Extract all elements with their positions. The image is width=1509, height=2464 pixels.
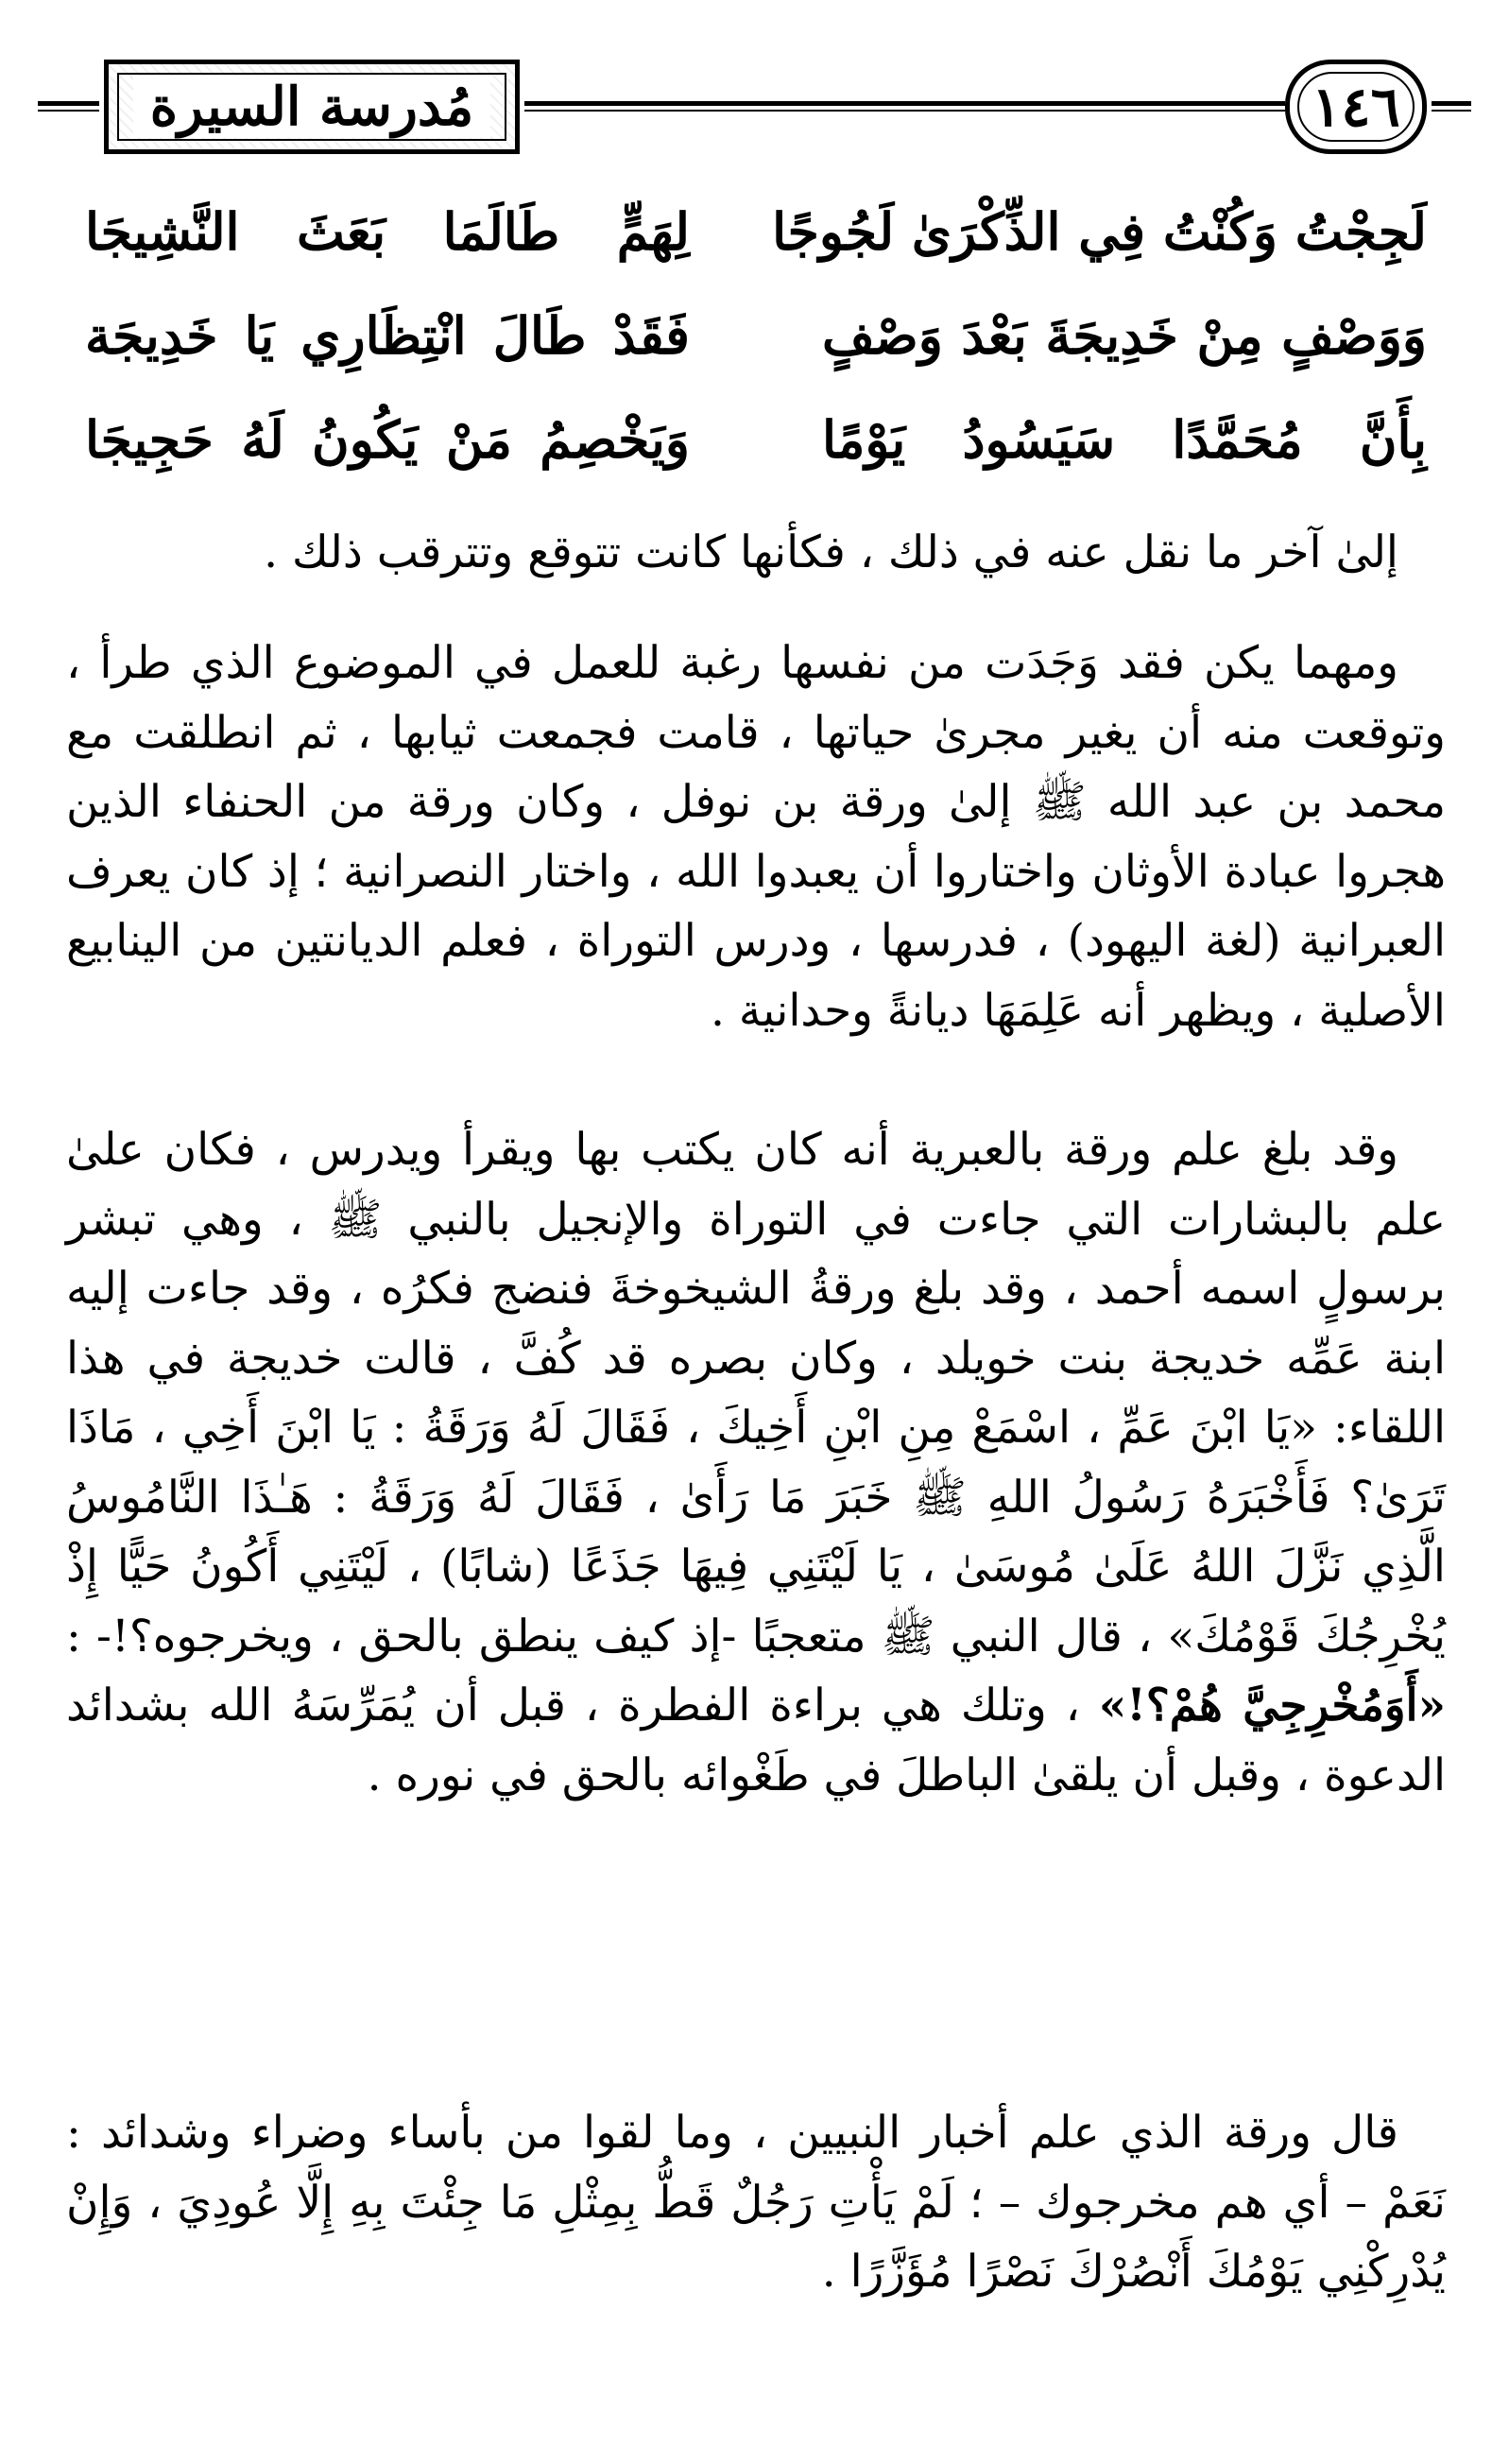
header-rule-right xyxy=(1432,101,1471,112)
paragraph-4-text: قال ورقة الذي علم أخبار النبيين ، وما لقوا من بأساء وضراء وشدائد : نَعَمْ – أي هم مخرجوك – ؛ لَمْ يَأْتِ رَجُلٌ قَطُّ بِمِثْلِ مَا جِئْتَ بِهِ إِلَّا عُودِيَ ، وَإِنْ يُدْرِكْنِي يَوْمُكَ أَنْصُرْكَ نَصْرًا مُؤَزَّرًا . xyxy=(66,2107,1446,2298)
verse-2 xyxy=(85,298,1427,373)
book-title-frame xyxy=(104,60,520,154)
page-header xyxy=(38,52,1471,165)
paragraph-3-text xyxy=(66,1115,1446,1810)
paragraph-3-text-a: وقد بلغ علم ورقة بالعبرية أنه كان يكتب بها ويقرأ ويدرس ، فكان علىٰ علم بالبشارات التي جاءت في التوراة والإنجيل بالنبي ﷺ ، وهي تبشر برسولٍ اسمه أحمد ، وقد بلغ ورقةُ الشيخوخةَ فنضج فكرُه ، وقد جاءت إليه ابنة عَمِّه خديجة بنت خويلد ، وكان بصره قد كُفَّ ، قالت خديجة في هذا اللقاء: «يَا ابْنَ عَمِّ ، اسْمَعْ مِنِ ابْنِ أَخِيكَ ، فَقَالَ لَهُ وَرَقَةُ : يَا ابْنَ أَخِي ، مَاذَا تَرَىٰ؟ فَأَخْبَرَهُ رَسُولُ اللهِ ﷺ خَبَرَ مَا رَأَىٰ ، فَقَالَ لَهُ وَرَقَةُ : هَـٰذَا النَّامُوسُ الَّذِي نَزَّلَ اللهُ عَلَىٰ مُوسَىٰ ، يَا لَيْتَنِي فِيهَا جَذَعًا (شابًا) ، لَيْتَنِي أَكُونُ حَيًّا إِذْ يُخْرِجُكَ قَوْمُكَ» ، قال النبي ﷺ متعجبًا -إذ كيف ينطق بالحق ، ويخرجوه؟!- : xyxy=(66,1124,1446,1663)
verse-3-first-hemistich: بِأَنَّ مُحَمَّدًا سَيَسُودُ يَوْمًا xyxy=(822,409,1427,470)
verse-1-first-hemistich: لَجِجْتُ وَكُنْتُ فِي الذِّكْرَىٰ لَجُوجًا xyxy=(772,201,1427,262)
verse-1 xyxy=(85,194,1427,269)
header-rule-middle xyxy=(524,101,1285,112)
paragraph-2-text: ومهما يكن فقد وَجَدَت من نفسها رغبة للعمل في الموضوع الذي طرأ ، وتوقعت منه أن يغير مجرىٰ حياتها ، قامت فجمعت ثيابها ، ثم انطلقت مع محمد بن عبد الله ﷺ إلىٰ ورقة بن نوفل ، وكان ورقة من الحنفاء الذين هجروا عبادة الأوثان واختاروا أن يعبدوا الله ، واختار النصرانية ؛ إذ كان يعرف العبرانية (لغة اليهود) ، فدرسها ، ودرس التوراة ، فعلم الديانتين من الينابيع الأصلية ، ويظهر أنه عَلِمَهَا ديانةً وحدانية . xyxy=(66,637,1446,1037)
prophet-quote: «أَوَمُخْرِجِيَّ هُمْ؟!» xyxy=(1098,1680,1446,1732)
page-number: ١٤٦ xyxy=(1312,75,1400,139)
paragraph-2 xyxy=(66,629,1446,1045)
book-title: مُدرسة السيرة xyxy=(133,76,491,138)
verse-2-first-hemistich: وَوَصْفٍ مِنْ خَدِيجَةَ بَعْدَ وَصْفٍ xyxy=(822,305,1427,366)
verse-3 xyxy=(85,402,1427,477)
header-rule-left xyxy=(38,101,99,112)
verse-1-second-hemistich: لِهَمٍّ طَالَمَا بَعَثَ النَّشِيجَا xyxy=(85,201,690,262)
paragraph-1 xyxy=(66,518,1446,588)
paragraph-4 xyxy=(66,2098,1446,2307)
verse-2-second-hemistich: فَقَدْ طَالَ انْتِظَارِي يَا خَدِيجَة xyxy=(85,305,690,366)
verse-3-second-hemistich: وَيَخْصِمُ مَنْ يَكُونُ لَهُ حَجِيجَا xyxy=(85,409,690,470)
paragraph-3 xyxy=(66,1115,1446,1810)
paragraph-1-text: إلىٰ آخر ما نقل عنه في ذلك ، فكأنها كانت تتوقع وتترقب ذلك . xyxy=(264,526,1398,578)
page-number-frame xyxy=(1285,60,1427,154)
paragraph-3-text-b: ، وتلك هي براءة الفطرة ، قبل أن يُمَرِّسَهُ الله بشدائد الدعوة ، وقبل أن يلقىٰ الباطلَ في طَغْوائه بالحق في نوره . xyxy=(66,1680,1446,1801)
